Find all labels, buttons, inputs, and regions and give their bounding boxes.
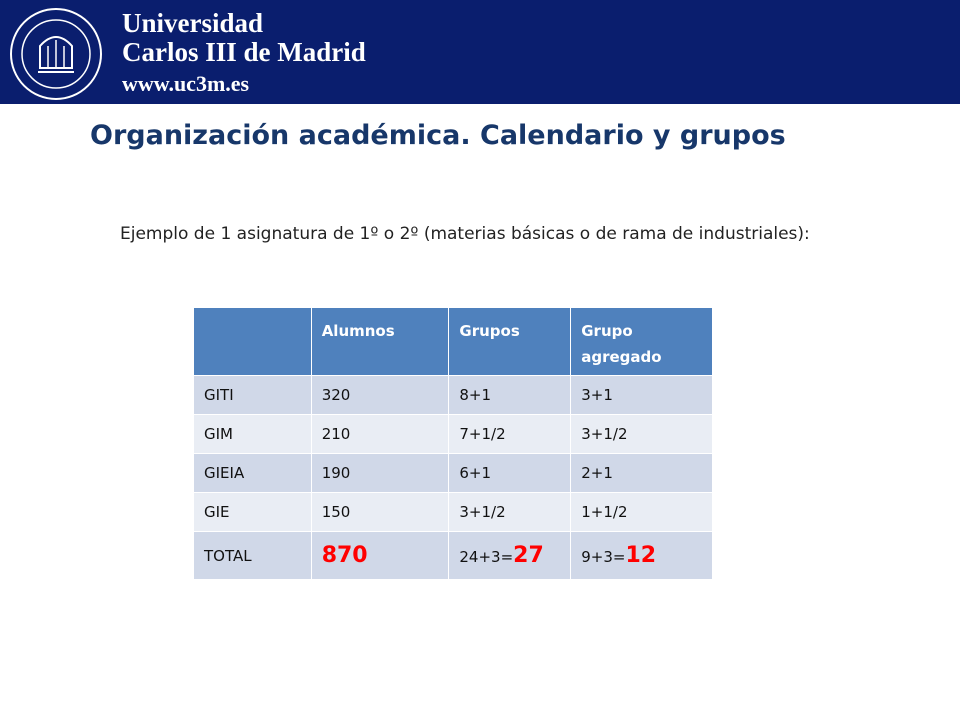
grupo-agregado-cell: 3+1/2 [571, 415, 713, 454]
table-row [194, 376, 713, 415]
alumnos-cell: 210 [311, 415, 449, 454]
table-header-row [194, 308, 713, 376]
total-alumnos [311, 532, 449, 580]
grupo-agregado-cell: 3+1 [571, 376, 713, 415]
total-grupos-value: 27 [513, 543, 544, 568]
total-grupos [449, 532, 571, 580]
university-seal-icon [8, 6, 104, 102]
row-label: GITI [194, 376, 312, 415]
total-agregado-formula: 9+3= [581, 548, 626, 566]
brand-line-2: Carlos III de Madrid [122, 37, 366, 67]
brand-website: www.uc3m.es [122, 71, 250, 96]
alumnos-cell: 320 [311, 376, 449, 415]
grupos-cell: 3+1/2 [449, 493, 571, 532]
grupos-cell: 7+1/2 [449, 415, 571, 454]
grupo-agregado-cell: 2+1 [571, 454, 713, 493]
groups-table [193, 307, 713, 580]
header-cell-alumnos: Alumnos [311, 308, 449, 376]
alumnos-cell: 150 [311, 493, 449, 532]
grupos-cell: 8+1 [449, 376, 571, 415]
grupos-cell: 6+1 [449, 454, 571, 493]
total-agregado-value: 12 [625, 543, 657, 568]
table-row [194, 415, 713, 454]
grupo-agregado-cell: 1+1/2 [571, 493, 713, 532]
header-cell-empty [194, 308, 312, 376]
row-label: GIEIA [194, 454, 312, 493]
header-cell-grupo-agregado: Grupo agregado [571, 308, 713, 376]
total-alumnos-value: 870 [321, 543, 368, 568]
university-name [122, 8, 366, 102]
page-subtitle: Ejemplo de 1 asignatura de 1º o 2º (materias básicas o de rama de industriales): [120, 224, 810, 244]
total-label: TOTAL [194, 532, 312, 580]
table-row [194, 454, 713, 493]
row-label: GIM [194, 415, 312, 454]
alumnos-cell: 190 [311, 454, 449, 493]
table-row [194, 493, 713, 532]
row-label: GIE [194, 493, 312, 532]
total-row [194, 532, 713, 580]
total-grupos-formula: 24+3= [459, 548, 514, 566]
brand-line-1: Universidad [122, 8, 264, 38]
total-grupo-agregado [571, 532, 713, 580]
page-title: Organización académica. Calendario y grupos [90, 120, 786, 151]
header-cell-grupos: Grupos [449, 308, 571, 376]
header-banner [0, 0, 960, 104]
